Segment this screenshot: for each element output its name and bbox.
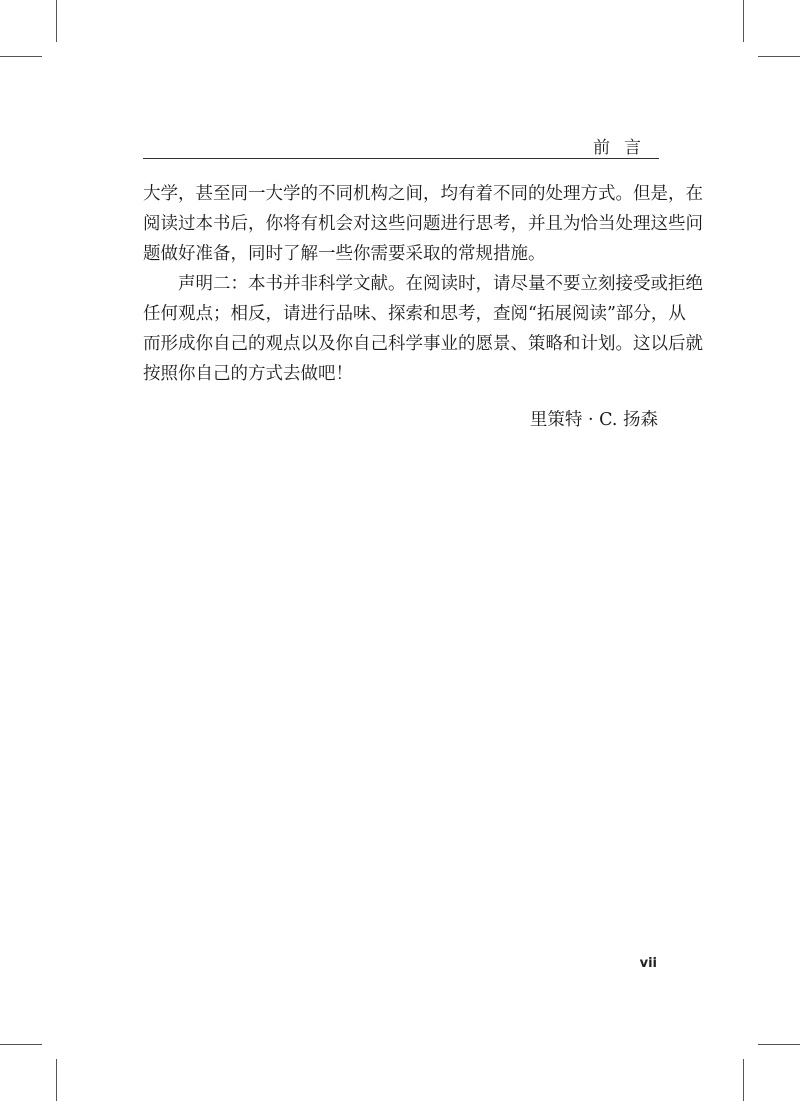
text-line: 按照你自己的方式去做吧！ bbox=[143, 364, 353, 384]
body-text bbox=[143, 179, 703, 389]
crop-mark-bottom-left-h bbox=[0, 1044, 42, 1045]
text-line: 声明二：本书并非科学文献。在阅读时，请尽量不要立刻接受或拒绝 bbox=[143, 274, 703, 294]
author-signature: 里策特 · C. 扬森 bbox=[529, 410, 658, 430]
page-number: vii bbox=[639, 956, 657, 971]
header-rule bbox=[143, 158, 659, 159]
running-header-title: 前言 bbox=[593, 138, 655, 158]
crop-mark-bottom-left bbox=[56, 1059, 57, 1101]
crop-mark-top-right-h bbox=[758, 56, 800, 57]
text-line: 阅读过本书后，你将有机会对这些问题进行思考，并且为恰当处理这些问 bbox=[143, 214, 703, 234]
crop-mark-top-left-h bbox=[0, 56, 42, 57]
crop-mark-bottom-right bbox=[743, 1059, 744, 1101]
text-line: 而形成你自己的观点以及你自己科学事业的愿景、策略和计划。这以后就 bbox=[143, 334, 703, 354]
crop-mark-top-left bbox=[56, 0, 57, 42]
crop-mark-top-right bbox=[743, 0, 744, 42]
text-line: 任何观点；相反，请进行品味、探索和思考，查阅“拓展阅读”部分，从 bbox=[143, 304, 686, 324]
text-line: 大学，甚至同一大学的不同机构之间，均有着不同的处理方式。但是，在 bbox=[143, 184, 703, 204]
text-line: 题做好准备，同时了解一些你需要采取的常规措施。 bbox=[143, 244, 546, 264]
crop-mark-bottom-right-h bbox=[758, 1044, 800, 1045]
